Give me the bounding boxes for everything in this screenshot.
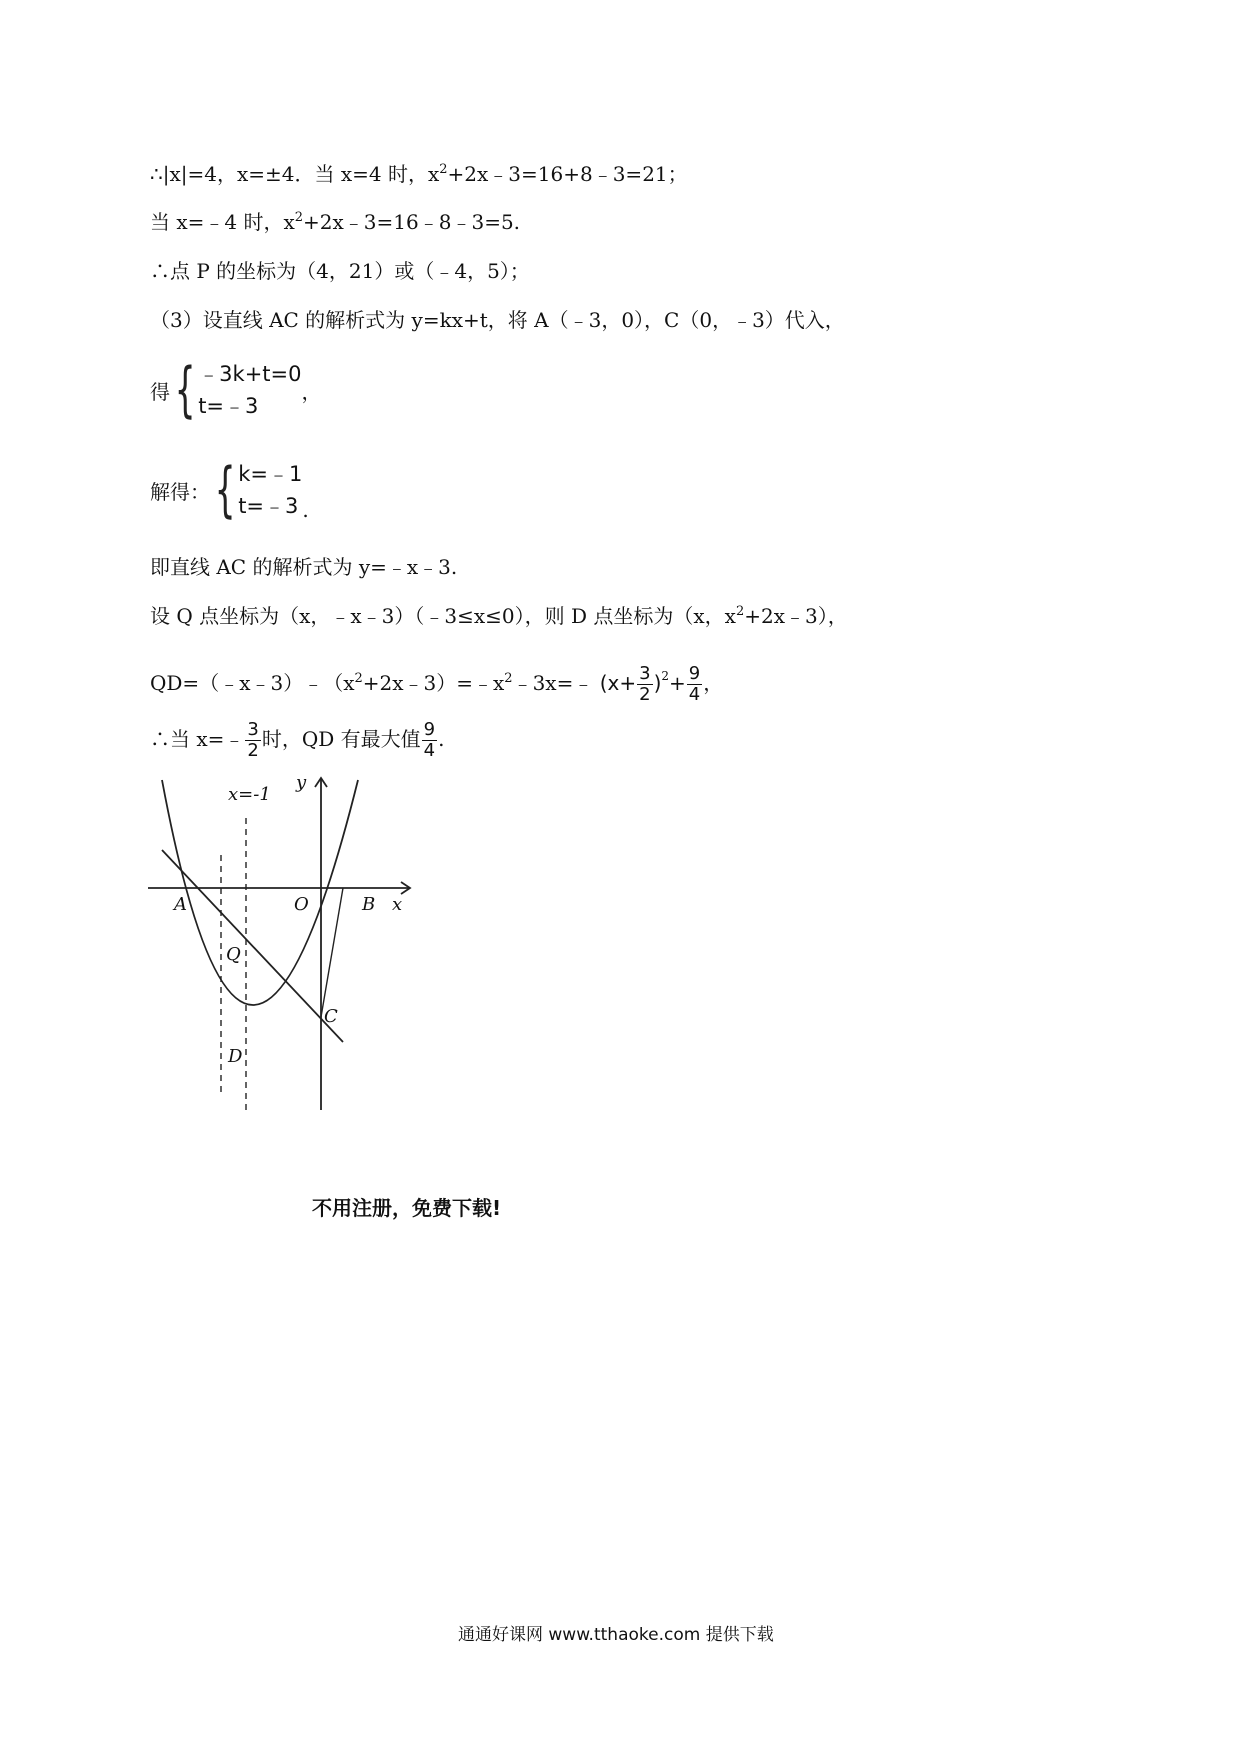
equation-system-1: 得 { ﹣3k+t=0 t=﹣3 ， xyxy=(150,355,322,425)
symmetry-axis-label: x=-1 xyxy=(228,784,271,805)
x-axis-label: x xyxy=(392,894,403,915)
fraction-3-2: $\frac{3}{2}$ xyxy=(247,719,259,761)
left-brace-icon: { xyxy=(214,455,236,525)
solution-line-4: （3）设直线 AC 的解析式为 y=kx+t，将 A（﹣3，0），C（0，﹣3）代入， xyxy=(150,308,845,332)
fraction-3-2: $\frac{3}{2}$ xyxy=(639,663,651,705)
fraction-9-4: $\frac{9}{4}$ xyxy=(423,719,436,761)
segment-bc xyxy=(321,888,343,1017)
solution-line-7: 即直线 AC 的解析式为 y=﹣x﹣3. xyxy=(150,555,458,579)
solution-line-1: ∴|x|=4，x=±4．当 x=4 时，$x^2+2x﹣3=16+8﹣3=21$； xyxy=(150,162,688,186)
solution-line-9: $QD=(﹣x﹣3)﹣(x^2+2x﹣3)=﹣x^2﹣3x=﹣$ (x+ $\frac{3}{2}$ )$^2$+ $\frac{9}{4}$ ， xyxy=(150,663,724,705)
origin-label: O xyxy=(294,894,309,915)
point-c-label: C xyxy=(324,1006,338,1027)
y-axis-label: y xyxy=(296,772,307,793)
point-d-label: D xyxy=(228,1046,243,1067)
solution-line-10: ∴当 x=﹣ $\frac{3}{2}$ 时，QD 有最大值 $\frac{9}{4}$ . xyxy=(150,719,445,761)
solution-line-2: 当 x=﹣4 时，$x^2+2x﹣3=16﹣8﹣3=5$. xyxy=(150,210,521,234)
point-q-label: Q xyxy=(226,944,241,965)
page-footer: 通通好课网 www.tthaoke.com 提供下载 xyxy=(458,1625,774,1645)
solution-line-3: ∴点 P 的坐标为（4，21）或（﹣4，5）； xyxy=(150,259,530,283)
line-ac xyxy=(162,850,343,1042)
point-a-label: A xyxy=(174,894,187,915)
fraction-9-4: $\frac{9}{4}$ xyxy=(688,663,701,705)
equation-system-2: 解得： { k=﹣1 t=﹣3 . xyxy=(150,455,309,525)
solution-line-8: 设 Q 点坐标为（x，﹣x﹣3）（﹣3≤x≤0），则 D 点坐标为（x，$x^2+2x﹣3$）， xyxy=(150,604,848,628)
point-b-label: B xyxy=(362,894,376,915)
left-brace-icon: { xyxy=(174,355,196,425)
download-notice: 不用注册，免费下载! xyxy=(312,1196,502,1220)
parabola-graph xyxy=(148,770,418,1120)
